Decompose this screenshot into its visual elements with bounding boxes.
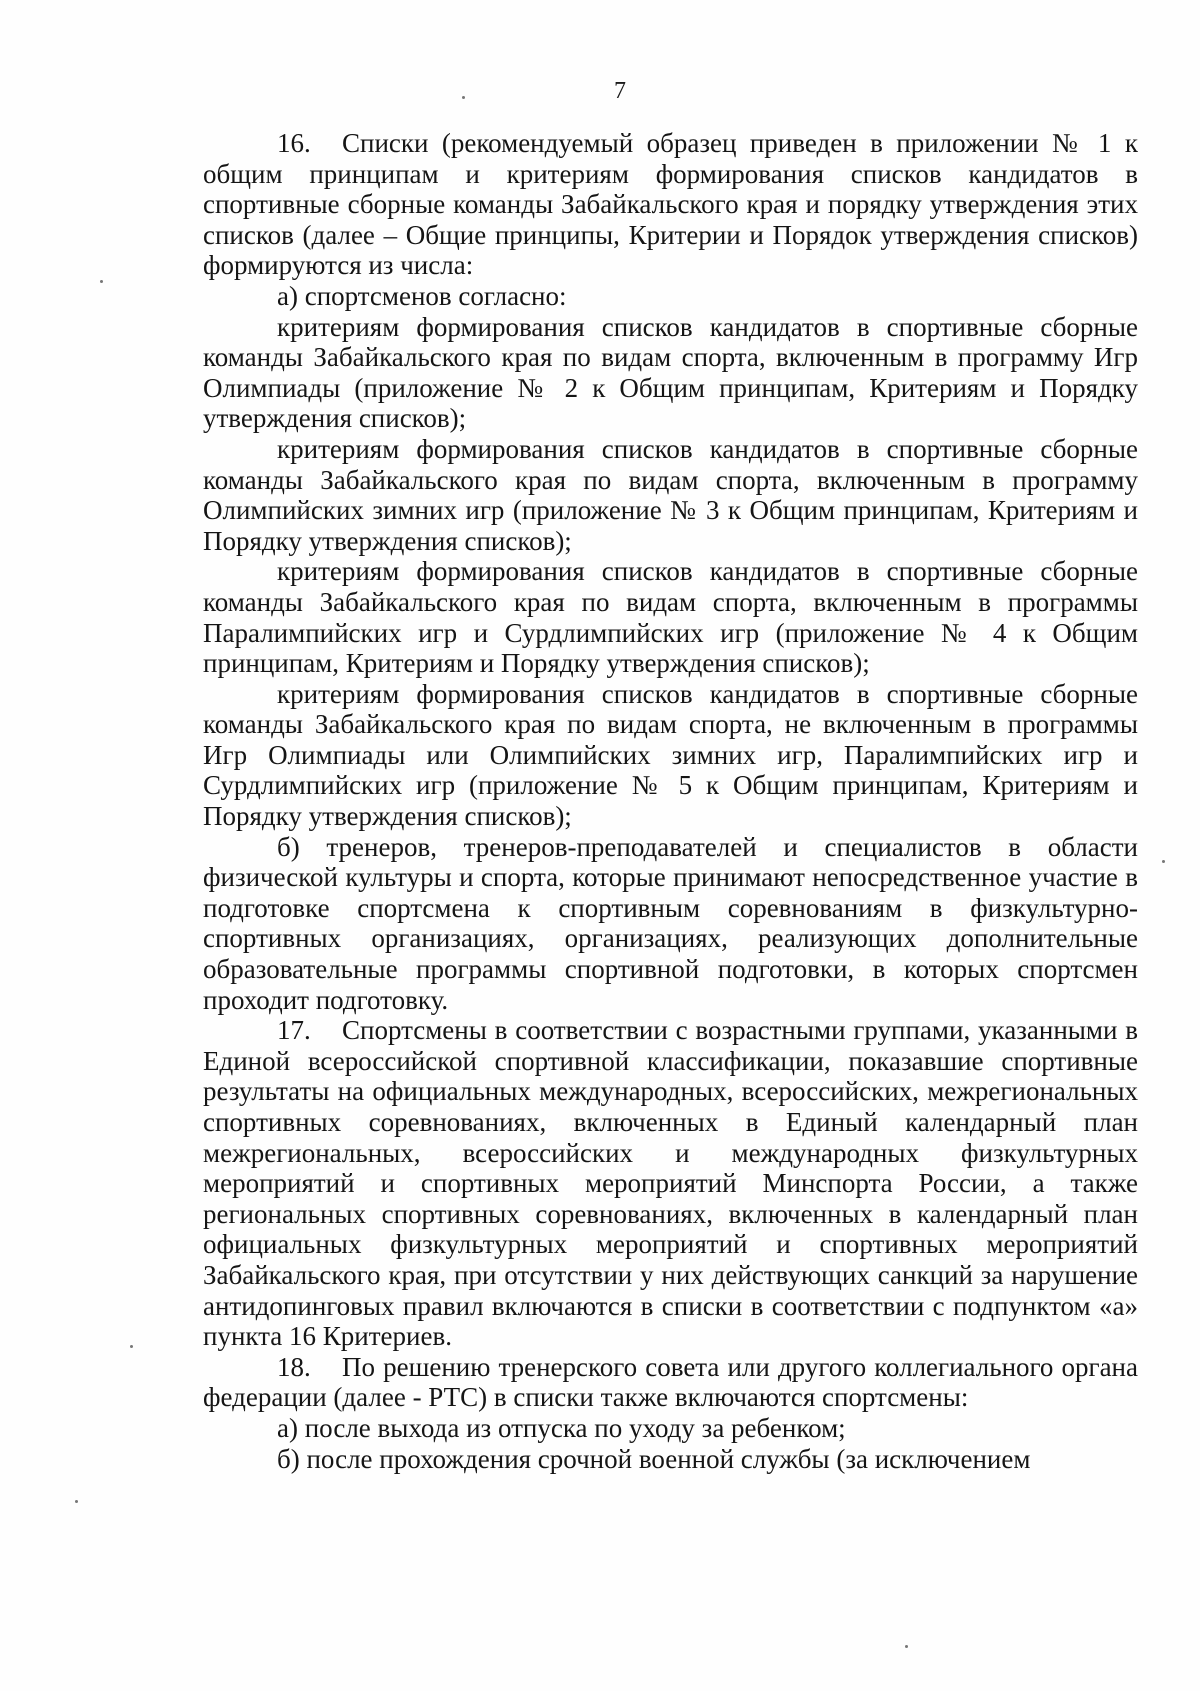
paragraph-16-a-4 bbox=[203, 679, 1138, 832]
paragraph-16-a bbox=[203, 281, 1138, 312]
paragraph-18-b bbox=[203, 1444, 1138, 1475]
paragraph-17 bbox=[203, 1015, 1138, 1352]
paragraph-16 bbox=[203, 128, 1138, 281]
paragraph-text: критериям формирования списков кандидатов в спортивные сборные команды Забайкальского края по видам спорта, включенным в программу Игр Олимпиады (приложение № 2 к Общим принципам, Критериям и Порядку утверждения списков); bbox=[203, 311, 1138, 434]
paragraph-text: Спортсмены в соответствии с возрастными группами, указанными в Единой всероссийской спортивной классификации, показавшие спортивные результаты на официальных международных, всероссийских, межрегиональных спортивных соревнованиях, включенных в Единый календарный план межрегиональных, всероссийских и международных физкультурных мероприятий и спортивных мероприятий Минспорта России, а также региональных спортивных соревнованиях, включенных в календарный план официальных физкультурных мероприятий и спортивных мероприятий Забайкальского края, при отсутствии у них действующих санкций за нарушение антидопинговых правил включаются в списки в соответствии с подпунктом «а» пункта 16 Критериев. bbox=[203, 1015, 1138, 1352]
paragraph-text: а) после выхода из отпуска по уходу за ребенком; bbox=[277, 1412, 846, 1443]
paragraph-16-a-1 bbox=[203, 312, 1138, 434]
scan-speck bbox=[130, 1345, 133, 1348]
paragraph-16-a-3 bbox=[203, 556, 1138, 678]
paragraph-18-a bbox=[203, 1413, 1138, 1444]
paragraph-16-a-2 bbox=[203, 434, 1138, 556]
paragraph-18 bbox=[203, 1352, 1138, 1413]
scan-speck bbox=[100, 280, 103, 283]
paragraph-number: 18. bbox=[277, 1351, 311, 1382]
paragraph-text: Списки (рекомендуемый образец приведен в приложении № 1 к общим принципам и критериям формирования списков кандидатов в спортивные сборные команды Забайкальского края и порядку утверждения этих списков (далее – Общие принципы, Критерии и Порядок утверждения списков) формируются из числа: bbox=[203, 128, 1138, 281]
page-number: 7 bbox=[614, 78, 626, 104]
document-body bbox=[203, 128, 1138, 1474]
scan-speck bbox=[462, 96, 465, 99]
scan-speck bbox=[905, 1645, 908, 1648]
paragraph-text: б) после прохождения срочной военной службы (за исключением bbox=[277, 1443, 1031, 1474]
paragraph-text: критериям формирования списков кандидатов в спортивные сборные команды Забайкальского края по видам спорта, включенным в программы Паралимпийских игр и Сурдлимпийских игр (приложение № 4 к Общим принципам, Критериям и Порядку утверждения списков); bbox=[203, 556, 1138, 679]
paragraph-text: критериям формирования списков кандидатов в спортивные сборные команды Забайкальского края по видам спорта, не включенным в программы Игр Олимпиады или Олимпийских зимних игр, Паралимпийских игр и Сурдлимпийских игр (приложение № 5 к Общим принципам, Критериям и Порядку утверждения списков); bbox=[203, 678, 1138, 832]
paragraph-text: критериям формирования списков кандидатов в спортивные сборные команды Забайкальского края по видам спорта, включенным в программу Олимпийских зимних игр (приложение № 3 к Общим принципам, Критериям и Порядку утверждения списков); bbox=[203, 433, 1138, 556]
paragraph-text: б) тренеров, тренеров-преподавателей и специалистов в области физической культуры и спорта, которые принимают непосредственное участие в подготовке спортсмена к спортивным соревнованиям в физкультурно-спортивных организациях, организациях, реализующих дополнительные образовательные программы спортивной подготовки, в которых спортсмен проходит подготовку. bbox=[203, 831, 1138, 1015]
scan-speck bbox=[1162, 860, 1165, 863]
paragraph-number: 17. bbox=[277, 1015, 311, 1046]
paragraph-16-b bbox=[203, 832, 1138, 1016]
paragraph-number: 16. bbox=[277, 128, 311, 158]
scan-speck bbox=[75, 1500, 78, 1503]
paragraph-text: По решению тренерского совета или другого коллегиального органа федерации (далее - РТС) в списки также включаются спортсмены: bbox=[203, 1351, 1138, 1413]
paragraph-text: а) спортсменов согласно: bbox=[277, 280, 567, 311]
